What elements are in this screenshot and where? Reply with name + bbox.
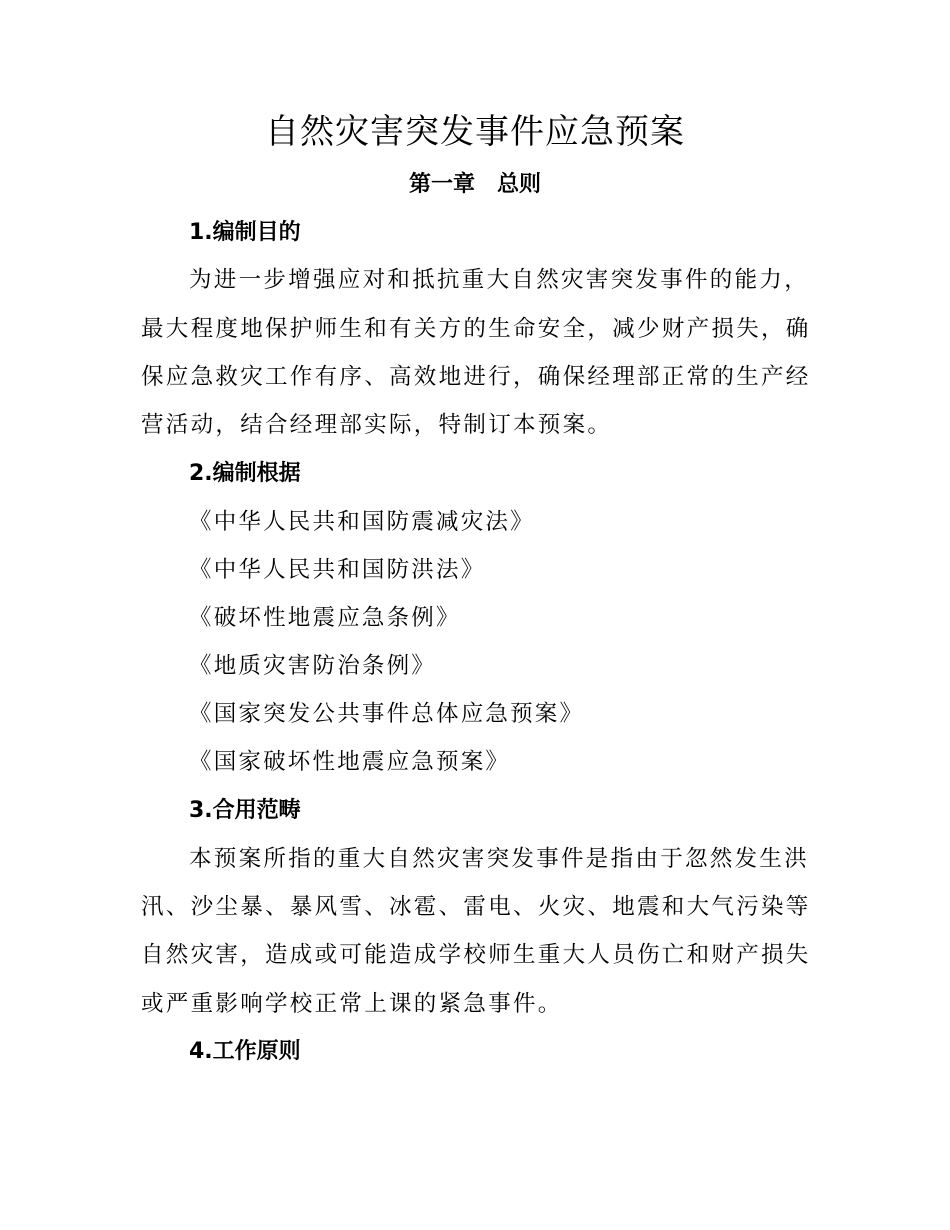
section-heading-purpose: 1.编制目的 — [189, 220, 301, 245]
paragraph-line: 最大程度地保护师生和有关方的生命安全，减少财产损失，确 — [141, 316, 811, 342]
law-reference-item: 《中华人民共和国防洪法》 — [189, 557, 486, 583]
chapter-heading: 第一章 总则 — [408, 172, 541, 197]
section-heading-basis: 2.编制根据 — [189, 461, 301, 486]
paragraph-line: 或严重影响学校正常上课的紧急事件。 — [141, 991, 563, 1017]
document-title: 自然灾害突发事件应急预案 — [265, 112, 685, 152]
section-heading-principles: 4.工作原则 — [189, 1039, 301, 1064]
paragraph-line: 汛、沙尘暴、暴风雪、冰雹、雷电、火灾、地震和大气污染等 — [141, 894, 811, 920]
paragraph-line: 为进一步增强应对和抵抗重大自然灾害突发事件的能力， — [189, 267, 810, 293]
paragraph-line: 保应急救灾工作有序、高效地进行，确保经理部正常的生产经 — [141, 364, 811, 390]
law-reference-item: 《破坏性地震应急条例》 — [189, 605, 461, 631]
law-reference-item: 《国家破坏性地震应急预案》 — [189, 749, 511, 775]
law-reference-item: 《地质灾害防治条例》 — [189, 653, 437, 679]
paragraph-line: 自然灾害，造成或可能造成学校师生重大人员伤亡和财产损失 — [141, 942, 811, 968]
paragraph-line: 本预案所指的重大自然灾害突发事件是指由于忽然发生洪 — [189, 846, 810, 872]
law-reference-item: 《国家突发公共事件总体应急预案》 — [189, 701, 585, 727]
section-heading-scope: 3.合用范畴 — [189, 798, 301, 823]
paragraph-line: 营活动，结合经理部实际，特制订本预案。 — [141, 412, 613, 438]
law-reference-item: 《中华人民共和国防震减灾法》 — [189, 509, 535, 535]
